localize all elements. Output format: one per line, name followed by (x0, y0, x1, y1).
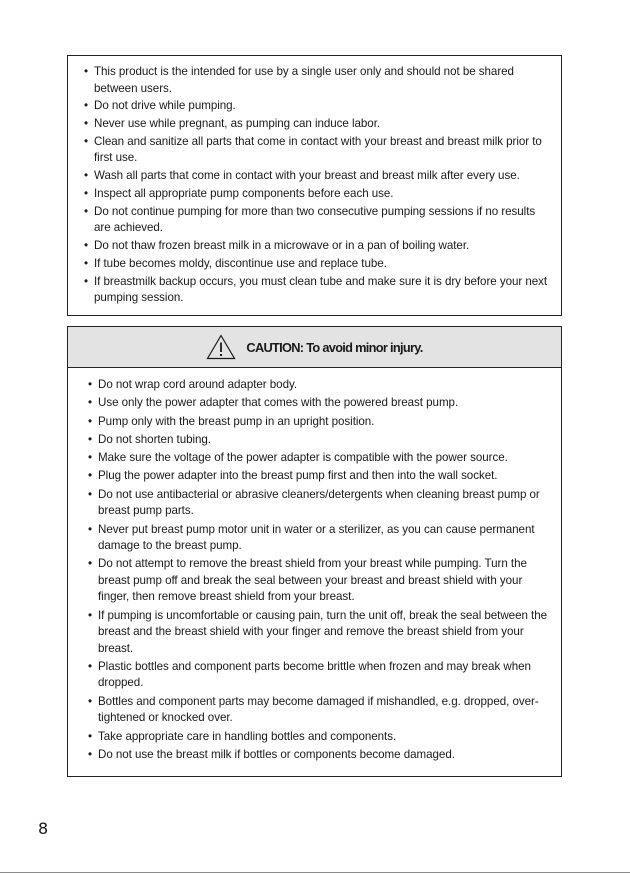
list-item: • Plastic bottles and component parts become brittle when frozen and may break when dropped. (88, 659, 531, 690)
list-item: • Do not use the breast milk if bottles or components become damaged. (88, 747, 455, 761)
caution-header (68, 327, 561, 368)
list-item: • If pumping is uncomfortable or causing pain, turn the unit off, break the seal between the breast and the breast shield with your finger and remove the breast shield from your breast. (88, 608, 548, 655)
list-item: • This product is the intended for use by a single user only and should not be shared between users. (84, 65, 514, 95)
caution-list (68, 368, 561, 763)
warning-triangle-icon (206, 334, 236, 360)
warnings-box (67, 55, 562, 316)
caution-title: CAUTION: To avoid minor injury. (246, 339, 423, 355)
list-item: • Do not continue pumping for more than two consecutive pumping sessions if no results are achieved. (84, 204, 536, 235)
list-item: • Never use while pregnant, as pumping can induce labor. (84, 117, 381, 131)
list-item: • Do not thaw frozen breast milk in a microwave or in a pan of boiling water. (84, 239, 470, 253)
list-item: • Pump only with the breast pump in an upright position. (88, 414, 375, 428)
warnings-list (84, 64, 551, 307)
list-item: • Wash all parts that come in contact with your breast and breast milk after every use. (84, 169, 520, 183)
list-item: • If breastmilk backup occurs, you must clean tube and make sure it is dry before your next pumping session. (84, 274, 548, 305)
list-item: • Do not shorten tubing. (88, 432, 211, 446)
list-item: • If tube becomes moldy, discontinue use and replace tube. (84, 256, 387, 270)
list-item: • Inspect all appropriate pump components before each use. (84, 186, 394, 200)
list-item: • Do not wrap cord around adapter body. (88, 378, 298, 391)
list-item: • Make sure the voltage of the power adapter is compatible with the power source. (88, 451, 508, 465)
list-item: • Bottles and component parts may become damaged if mishandled, e.g. dropped, over-tightened or knocked over. (88, 694, 539, 725)
list-item: • Do not attempt to remove the breast shield from your breast while pumping. Turn the breast pump off and break the seal between your breast and breast shield with your finger, then remove breast shield from your breast. (88, 557, 527, 604)
list-item: • Do not use antibacterial or abrasive cleaners/detergents when cleaning breast pump or breast pump parts. (88, 487, 540, 518)
list-item: • Clean and sanitize all parts that come in contact with your breast and breast milk prior to first use. (84, 134, 542, 165)
list-item: • Take appropriate care in handling bottles and components. (88, 729, 397, 743)
caution-box (67, 326, 562, 777)
page-number: 8 (38, 819, 49, 838)
list-item: • Never put breast pump motor unit in water or a sterilizer, as you can cause permanent damage to the breast pump. (88, 522, 535, 553)
list-item: • Use only the power adapter that comes with the powered breast pump. (88, 396, 459, 410)
bottom-divider (0, 872, 630, 873)
list-item: • Do not drive while pumping. (84, 99, 236, 113)
list-item: • Plug the power adapter into the breast pump first and then into the wall socket. (88, 469, 498, 483)
